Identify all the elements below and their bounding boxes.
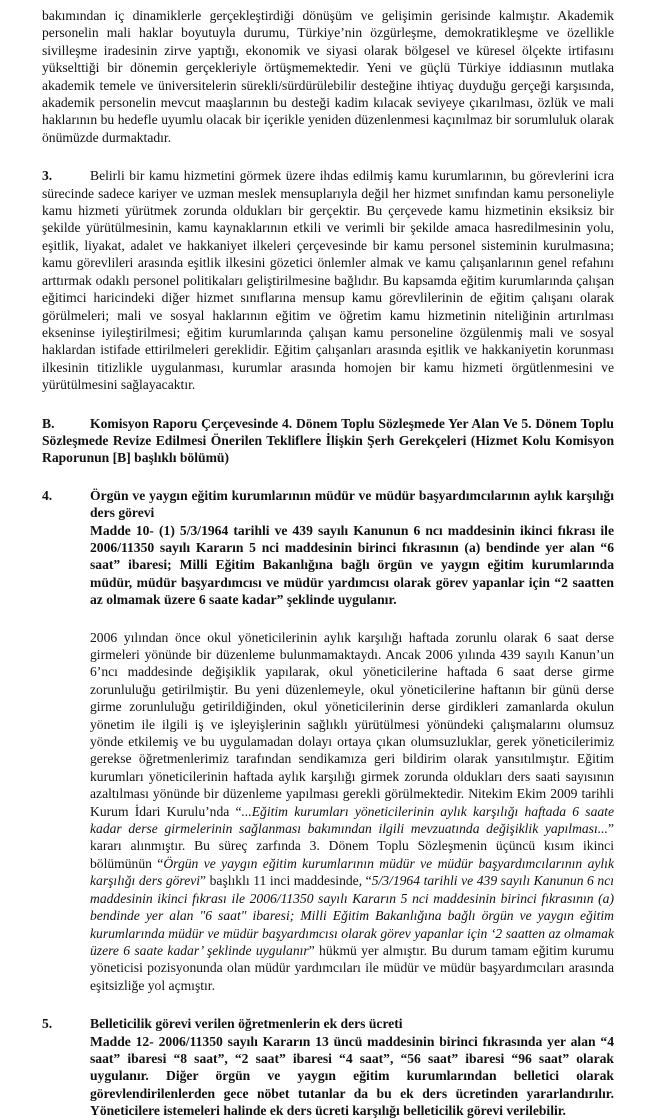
spacer [42,146,614,167]
item-5 [42,1015,614,1119]
item-3-number: 3. [42,168,53,184]
item-4-title: Örgün ve yaygın eğitim kurumlarının müdür ve müdür başyardımcılarının aylık karşılığı ders görevi [90,487,614,521]
item-4-number: 4. [42,487,53,503]
explanation-text: ” hükmü yer almıştır. Bu durum tamam eğitim kurumu yöneticisi pozisyonunda olan müdür yardımcıları ile müdür ve müdür başyardımcıları arasında eşitsizliğe yol açmıştır. [90,942,615,993]
explanation-quote: Örgün ve yaygın eğitim kurumlarının müdür ve müdür başyardımcılarının aylık karşılığı ders görevi [90,855,614,889]
explanation-text: ” başlıklı 11 inci maddesinde, “ [200,873,372,889]
explanation-text: ” kararı alınmıştır. Bu süreç zarfında 3. Dönem Toplu Sözleşmenin üçüncü kısım ikinci bölümünün “ [90,821,614,871]
section-b-heading [42,415,614,467]
item-3-paragraph [42,167,614,393]
item-4 [42,487,614,609]
section-b-title: Komisyon Raporu Çerçevesinde 4. Dönem Toplu Sözleşmede Yer Alan Ve 5. Dönem Toplu Sözleşmede Revize Edilmesi Önerilen Tekliflere İlişkin Şerh Gerekçeleri (Hizmet Kolu Komisyon Raporunun [B] başlıklı bölümü) [42,415,614,466]
item-5-number: 5. [42,1016,53,1032]
item-4-explanation [90,629,614,995]
document-page [42,7,614,1120]
item-4-article: Madde 10- (1) 5/3/1964 tarihli ve 439 sayılı Kanunun 6 ncı maddesinin ikinci fıkrası ile 2006/11350 sayılı Kararın 5 nci maddesinin birinci fıkrasının (a) bendinde yer alan “6 saat” ibaresi; Milli Eğitim Bakanlığına bağlı örgün ve yaygın eğitim kurumlarında müdür, müdür başyardımcısı ve müdür yardımcısı olarak görev yapanlar için “2 saatten az olmamak üzere 6 saate kadar” şeklinde uygulanır. [90,522,614,608]
explanation-quote: ...Eğitim kurumları yöneticilerinin aylık karşılığı haftada 6 saate kadar derse girmelerinin sağlanması bakımından ilgili mevzuatında değişiklik yapılması... [90,803,614,837]
explanation-text: 2006 yılından önce okul yöneticilerinin aylık karşılığı haftada zorunlu olarak 6 saat derse girmeleri yönünde bir düzenleme bulunmamaktaydı. Ancak 2006 yılında 439 sayılı Kanun’un 6’ncı maddesinde değişiklik yapılarak, okul yöneticilerine haftada 6 saat derse girme zorunluluğu getirilmiştir. Bu yeni düzenlemeyle, okul yöneticilerine haftanın bir günü derse girme zorunluluğu getirildiğinden, okul yöneticilerinin derse girdikleri zamanlarda okulun yönetim ile ilgili iş ve işleyişlerinin sağlıklı yürütülmesi yönündeki çalışmalarını olumsuz yönde etkilemiş ve bu uygulamadan dolayı ortaya çıkan olumsuzluklar, gerek yöneticilerimiz gerekse öğretmenlerimiz tarafından sendikamıza geri bildirim olarak yansıtılmıştır. Eğitim kurumları yöneticilerinin haftada aylık karşılığı girmek zorunda oldukları ders saati sayısının azaltılması yönünde bir düzenleme yapılması gerekli görülmektedir. Nitekim Ekim 2009 tarihli Kurum İdari Kurulu’nda “ [90,629,614,819]
spacer [42,994,614,1015]
item-5-article: Madde 12- 2006/11350 sayılı Kararın 13 üncü maddesinin birinci fıkrasında yer alan “4 saat” ibaresi “8 saat”, “2 saat” ibaresi “4 saat”, “56 saat” ibaresi “96 saat” olarak uygulanır. Diğer örgün ve yaygın eğitim kurumlarından belletici olarak görevlendirilenlerden gece nöbet tutanlar da bu ek ders ücretinden yararlandırılır. Yöneticilere istemeleri halinde ek ders ücreti karşılığı belleticilik görevi verilebilir. [90,1033,614,1119]
item-3-text: Belirli bir kamu hizmetini görmek üzere ihdas edilmiş kamu kurumlarının, bu görevlerini icra sürecinde sadece kariyer ve uzman meslek mensuplarıyla değil her hizmet sınıfından kamu personeliyle kamu hizmeti yürütmek zorunda oldukları bir gerçektir. Bu çerçevede kamu hizmetinin eksiksiz bir şekilde yürütülmesinin, kamu kaynaklarının etkili ve verimli bir şekilde amaca hasredilmesinin yolu, eşitlik, liyakat, adalet ve hakkaniyet ilkeleri çerçevesinde bir kamu personel sisteminin kurulmasına; kamu görevlileri arasında eşitlik ilkesini gözetici önlemler almak ve kamu çalışanlarının genel refahını arttırmak odaklı personel politikaları geliştirilmesine bağlıdır. Bu kapsamda eğitim kurumlarında çalışan eğitimci haricindeki diğer hizmet sınıflarına mensup kamu görevlilerinin de eğitim çalışanı olarak görülmeleri; mali ve sosyal haklarının eğitim ve öğretim kamu hizmetinin niteliğinin artırılması ekseninse iyileştirilmesi; eğitim kurumlarında çalışan kamu personeline özgülenmiş mali ve sosyal haklardan istifade ettirilmeleri gereklidir. Eğitim çalışanları arasında eşitlik ve hakkaniyetin korunması ilkesinin titizlikle uygulanması, kurumlar arasında homojen bir kamu hizmeti örgütlenmesini ve yürütülmesini sağlayacaktır. [42,168,614,393]
section-b-letter: B. [42,415,55,431]
spacer [42,394,614,415]
spacer [42,467,614,487]
spacer [42,609,614,629]
intro-paragraph: bakımından iç dinamiklerle gerçekleştirdiği dönüşüm ve gelişimin gerisinde kalmıştır. Akademik personelin mali haklar boyutuyla durumu, Türkiye’nin özgürleşme, demokratikleşme ve özellikle sivilleşme iradesinin zirve yaptığı, ekonomik ve siyasi olarak bölgesel ve küresel ölçekte irtifasını yükselttiği bir dönemin gerçekleriyle örtüşmemektedir. Yeni ve güçlü Türkiye iddiasının mutlaka akademik temele ve üniversitelerin sürekli/sürdürülebilir desteğine ihtiyaç duyduğu gerçeği karşısında, akademik personelin mevcut maaşlarının bu desteği kadim kılacak seviyeye çıkarılması, özlük ve mali haklarının bu hedefle uyumlu olacak bir içerikle yeniden düzenlenmesi kaçınılmaz bir sorumluluk olarak önümüzde durmaktadır. [42,8,614,145]
item-5-title: Belleticilik görevi verilen öğretmenlerin ek ders ücreti [90,1016,403,1032]
explanation-quote: 5/3/1964 tarihli ve 439 sayılı Kanunun 6 ncı maddesinin ikinci fıkrası ile 2006/11350 sayılı Kararın 5 nci maddesinin birinci fıkrasının (a) bendinde yer alan "6 saat" ibaresi; Milli Eğitim Bakanlığına bağlı örgün ve yaygın eğitim kurumlarında müdür ve müdür başyardımcısı olarak görev yapanlar için ‘2 saatten az olmamak üzere 6 saate kadar’ şeklinde uygulanır [90,873,615,958]
